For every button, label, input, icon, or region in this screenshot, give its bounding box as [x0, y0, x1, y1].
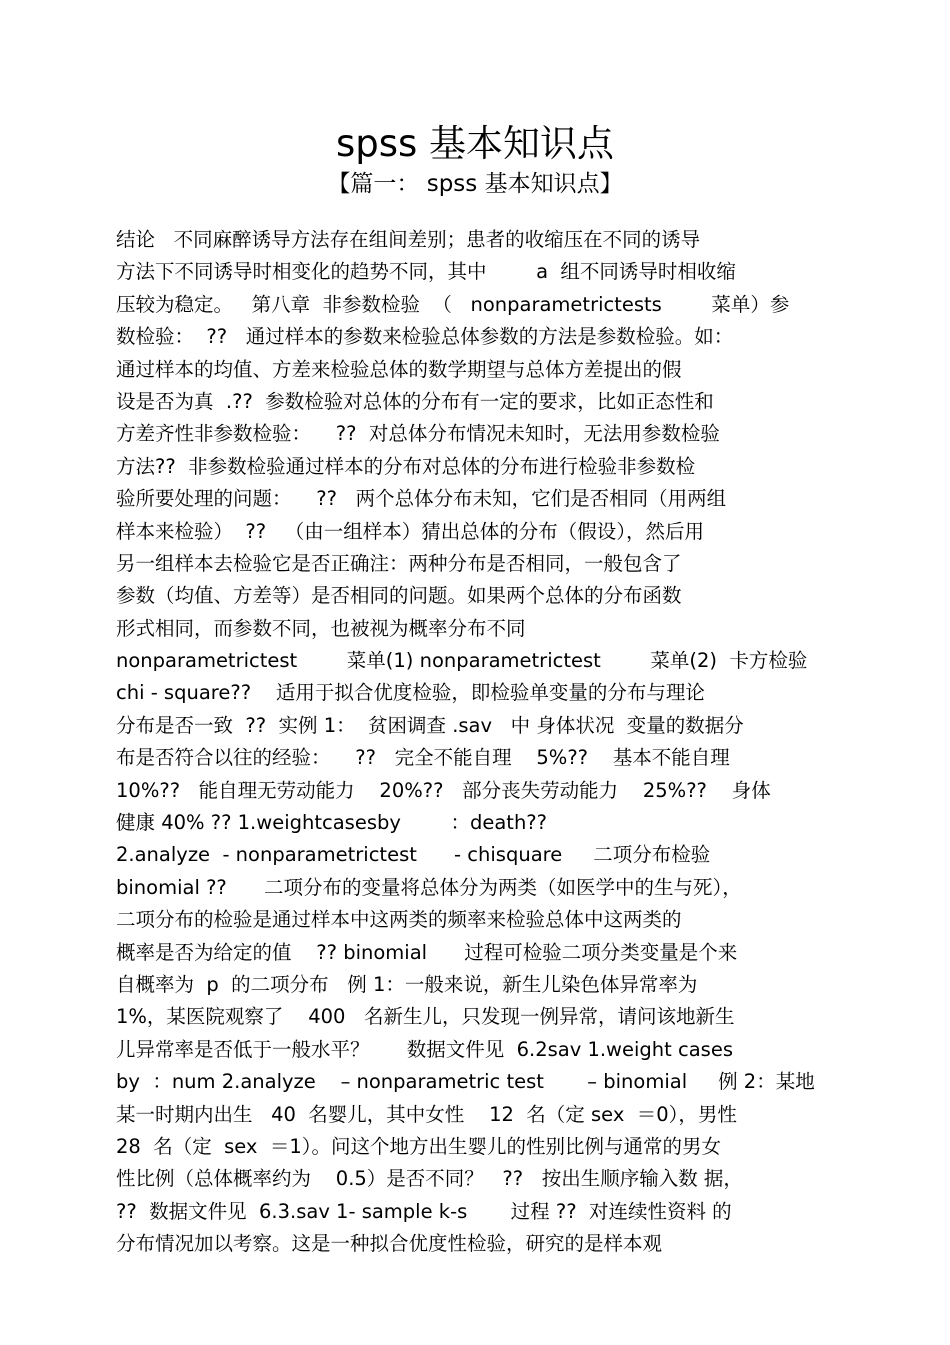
text-line: 验所要处理的问题： ?? 两个总体分布未知，它们是否相同（用两组: [116, 487, 727, 511]
text-line: 分布情况加以考察。这是一种拟合优度性检验，研究的是样本观: [116, 1232, 663, 1256]
text-line: 方法下不同诱导时相变化的趋势不同，其中 a 组不同诱导时相收缩: [116, 260, 736, 284]
text-line: ?? 数据文件见 6.3.sav 1- sample k-s 过程 ?? 对连续性资料 的: [116, 1199, 732, 1223]
text-line: 形式相同，而参数不同，也被视为概率分布不同: [116, 616, 526, 640]
text-line: 自概率为 p 的二项分布 例 1：一般来说，新生儿染色体异常率为: [116, 972, 698, 996]
text-line: 分布是否一致 ?? 实例 1： 贫困调查 .sav 中 身体状况 变量的数据分: [116, 713, 744, 737]
text-line: 参数（均值、方差等）是否相同的问题。如果两个总体的分布函数: [116, 584, 682, 608]
text-line: 数检验： ?? 通过样本的参数来检验总体参数的方法是参数检验。如：: [116, 325, 734, 349]
text-line: binomial ?? 二项分布的变量将总体分为两类（如医学中的生与死），: [116, 875, 742, 899]
document-subtitle: 【篇一： spss 基本知识点】: [327, 171, 623, 197]
text-line: 设是否为真 .?? 参数检验对总体的分布有一定的要求，比如正态性和: [116, 389, 714, 413]
text-line: 1%，某医院观察了 400 名新生儿，只发现一例异常，请问该地新生: [116, 1005, 735, 1029]
text-line: 28 名（定 sex ＝1）。问这个地方出生婴儿的性别比例与通常的男女: [116, 1134, 722, 1158]
text-line: 另一组样本去检验它是否正确注：两种分布是否相同，一般包含了: [116, 551, 682, 575]
text-line: 2.analyze - nonparametrictest - chisquare 二项分布检验: [116, 843, 711, 867]
text-line: 方法?? 非参数检验通过样本的分布对总体的分布进行检验非参数检: [116, 454, 696, 478]
text-line: nonparametrictest 菜单(1) nonparametrictest 菜单(2) 卡方检验: [116, 649, 808, 673]
text-line: 儿异常率是否低于一般水平？ 数据文件见 6.2sav 1.weight cases: [116, 1037, 733, 1061]
text-line: 某一时期内出生 40 名婴儿，其中女性 12 名（定 sex ＝0），男性: [116, 1102, 737, 1126]
text-line: 方差齐性非参数检验： ?? 对总体分布情况未知时，无法用参数检验: [116, 422, 720, 446]
text-line: 概率是否为给定的值 ?? binomial 过程可检验二项分类变量是个来: [116, 940, 738, 964]
text-line: 压较为稳定。 第八章 非参数检验 （ nonparametrictests 菜单）参: [116, 292, 790, 316]
text-line: 布是否符合以往的经验： ?? 完全不能自理 5%?? 基本不能自理: [116, 746, 730, 770]
text-line: 性比例（总体概率约为 0.5）是否不同？ ?? 按出生顺序输入数 据，: [116, 1167, 743, 1191]
text-line: chi - square?? 适用于拟合优度检验，即检验单变量的分布与理论: [116, 681, 705, 705]
document-title: spss 基本知识点: [335, 122, 615, 165]
text-line: by ：num 2.analyze – nonparametric test – binomial 例 2：某地: [116, 1070, 815, 1094]
text-line: 样本来检验） ?? （由一组样本）猜出总体的分布（假设），然后用: [116, 519, 704, 543]
text-line: 通过样本的均值、方差来检验总体的数学期望与总体方差提出的假: [116, 357, 682, 381]
text-line: 10%?? 能自理无劳动能力 20%?? 部分丧失劳动能力 25%?? 身体: [116, 778, 771, 802]
body-text: [116, 224, 916, 1261]
text-line: 结论 不同麻醉诱导方法存在组间差别；患者的收缩压在不同的诱导: [116, 228, 701, 251]
text-line: 二项分布的检验是通过样本中这两类的频率来检验总体中这两类的: [116, 908, 682, 932]
text-line: 健康 40% ?? 1.weightcasesby ：death??: [116, 811, 548, 835]
